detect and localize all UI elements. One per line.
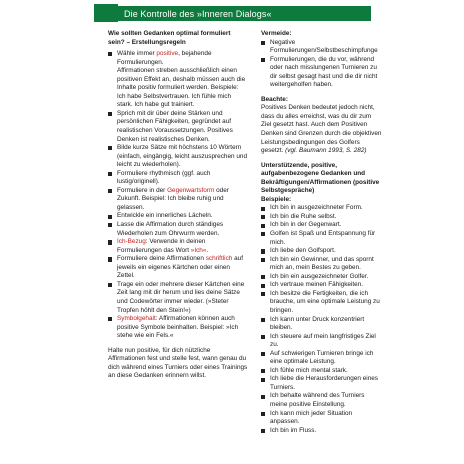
- list-item: Formulierungen, die du vor, während oder nach misslungenen Turnieren zu dir selbst gesagt hast und die dir nicht weitergeholfen haben.: [261, 56, 383, 90]
- rule-text: Formuliere deine Affirmationen: [117, 255, 206, 263]
- support-heading: Unterstützende, positive, aufgabenbezogene Gedanken und Bekräftigungen/Affirmationen (positive Selbstgespräche): [261, 161, 380, 195]
- example-item: Ich liebe den Golfsport.: [261, 247, 383, 256]
- note-text: Positives Denken bedeutet jedoch nicht, dass du alles erreichst, was du dir zum Ziel gesetzt hast. Auch dem Positiven Denken sind Grenzen durch die objektiven Leistungsbedingungen des Golfers gesetzt.: [261, 104, 382, 155]
- rule-item: [108, 212, 248, 221]
- example-item: Ich bin ein Gewinner, und das spornt mich an, mein Bestes zu geben.: [261, 256, 383, 273]
- list-item: Negative Formulierungen/Selbstbeschimpfunge: [261, 39, 383, 56]
- rule-text: Trage ein oder mehrere dieser Kärtchen eine Zeit lang mit dir herum und lies deine Sätze und Codewörter immer wieder. (»Steter Tropfen höhlt den Stein!«): [117, 280, 245, 314]
- example-item: Ich kann unter Druck konzentriert bleiben.: [261, 316, 383, 333]
- rule-text: Formuliere rhythmisch (ggf. auch lustig/originell).: [117, 169, 211, 186]
- example-item: Ich bin in ausgezeichneter Form.: [261, 204, 383, 213]
- rule-item: [108, 144, 248, 170]
- highlighted-term: schriftlich: [205, 255, 233, 263]
- right-column: [261, 30, 383, 435]
- example-item: Ich kann mich jeder Situation anpassen.: [261, 410, 383, 427]
- rule-item: [108, 221, 248, 238]
- rule-text: auf jeweils ein eigenes Kärtchen oder einen Zettel.: [117, 255, 243, 280]
- rule-text: Lasse die Affirmation durch ständiges Wiederholen zum Ohrwurm werden.: [117, 221, 224, 237]
- rule-item: [108, 238, 248, 255]
- example-item: Ich steuere auf mein langfristiges Ziel zu.: [261, 333, 383, 350]
- avoid-list: [261, 39, 383, 90]
- rule-item: [108, 67, 248, 110]
- highlighted-term: Ich-Bezug: [117, 238, 146, 246]
- note-heading: Beachte:: [261, 95, 288, 103]
- note-paragraph: [261, 104, 383, 155]
- example-item: Ich besitze die Fertigkeiten, die ich brauche, um eine optimale Leistung zu bringen.: [261, 290, 383, 316]
- closing-paragraph: Halte nun positive, für dich nützliche Affirmationen fest und stelle fest, wann genau du dich während eines Turniers oder eines Trainings an diese Gedanken erinnern willst.: [108, 346, 248, 380]
- highlighted-term: »Ich«: [190, 246, 207, 254]
- example-item: Ich bin ein ausgezeichneter Golfer.: [261, 273, 383, 282]
- rule-item: [108, 50, 248, 67]
- rule-text: oder Zukunft. Beispiel: Ich bleibe ruhig und gelassen.: [117, 186, 229, 211]
- note-citation: (vgl. Baumann 1993, S. 282): [285, 147, 367, 155]
- rules-heading: Wie sollten Gedanken optimal formuliert sein? – Erstellungsregeln: [108, 30, 231, 46]
- highlighted-term: Gegenwartsform: [167, 186, 215, 194]
- left-column: [108, 30, 248, 381]
- rule-item: [108, 255, 248, 281]
- rule-text: Entwickle ein innerliches Lächeln.: [117, 212, 213, 220]
- rule-text: , bejahende Formulierungen.: [117, 50, 212, 66]
- rules-list: [108, 50, 248, 341]
- example-item: Ich bin die Ruhe selbst.: [261, 213, 383, 222]
- example-item: Ich bin im Fluss.: [261, 427, 383, 436]
- rule-text: : Verwende in deinen Formulierungen das Wort: [117, 238, 206, 254]
- highlighted-term: positive: [156, 50, 179, 58]
- example-item: Auf schwierigen Turnieren bringe ich eine optimale Leistung.: [261, 350, 383, 367]
- examples-heading: Beispiele:: [261, 195, 292, 203]
- running-header: [96, 6, 371, 21]
- rule-text: Bilde kurze Sätze mit höchstens 10 Wörtern (einfach, eingängig, leicht auszusprechen und leicht zu wiederholen).: [117, 144, 248, 169]
- running-title: Die Kontrolle des »Inneren Dialogs«: [124, 8, 272, 19]
- rule-text: .: [206, 246, 209, 254]
- rule-item: [108, 187, 248, 213]
- rule-item: [108, 110, 248, 144]
- rule-text: Formuliere in der: [117, 186, 168, 194]
- rule-text: Sprich mit dir über deine Stärken und persönlichen Fähigkeiten, gegründet auf realistischen Voraussetzungen. Positives Denken ist realistisches Denken.: [117, 109, 233, 143]
- example-item: Golfen ist Spaß und Entspannung für mich.: [261, 230, 383, 247]
- rule-item: [108, 170, 248, 187]
- highlighted-term: Symbolgehalt: [117, 315, 156, 323]
- avoid-heading: Vermeide:: [261, 30, 292, 37]
- example-item: Ich behalte während des Turniers meine positive Einstellung.: [261, 392, 383, 409]
- rule-item: [108, 315, 248, 341]
- example-item: Ich liebe die Herausforderungen eines Turniers.: [261, 375, 383, 392]
- example-item: Ich bin in der Gegenwart.: [261, 221, 383, 230]
- rule-text: Affirmationen streben ausschließlich einen positiven Effekt an, deshalb müssen auch die Inhalte positiv formuliert werden. Beispiele: Ich habe Selbstvertrauen. Ich fühle mich stark. Ich habe gut trainiert.: [117, 67, 246, 109]
- example-item: Ich vertraue meinen Fähigkeiten.: [261, 281, 383, 290]
- rule-item: [108, 281, 248, 315]
- example-item: Ich fühle mich mental stark.: [261, 367, 383, 376]
- rule-text: Wähle immer: [117, 50, 157, 58]
- rule-text: : Affirmationen können auch positive Symbole beinhalten. Beispiel: »Ich stehe wie ein Fels.«: [117, 315, 239, 340]
- examples-list: [261, 204, 383, 435]
